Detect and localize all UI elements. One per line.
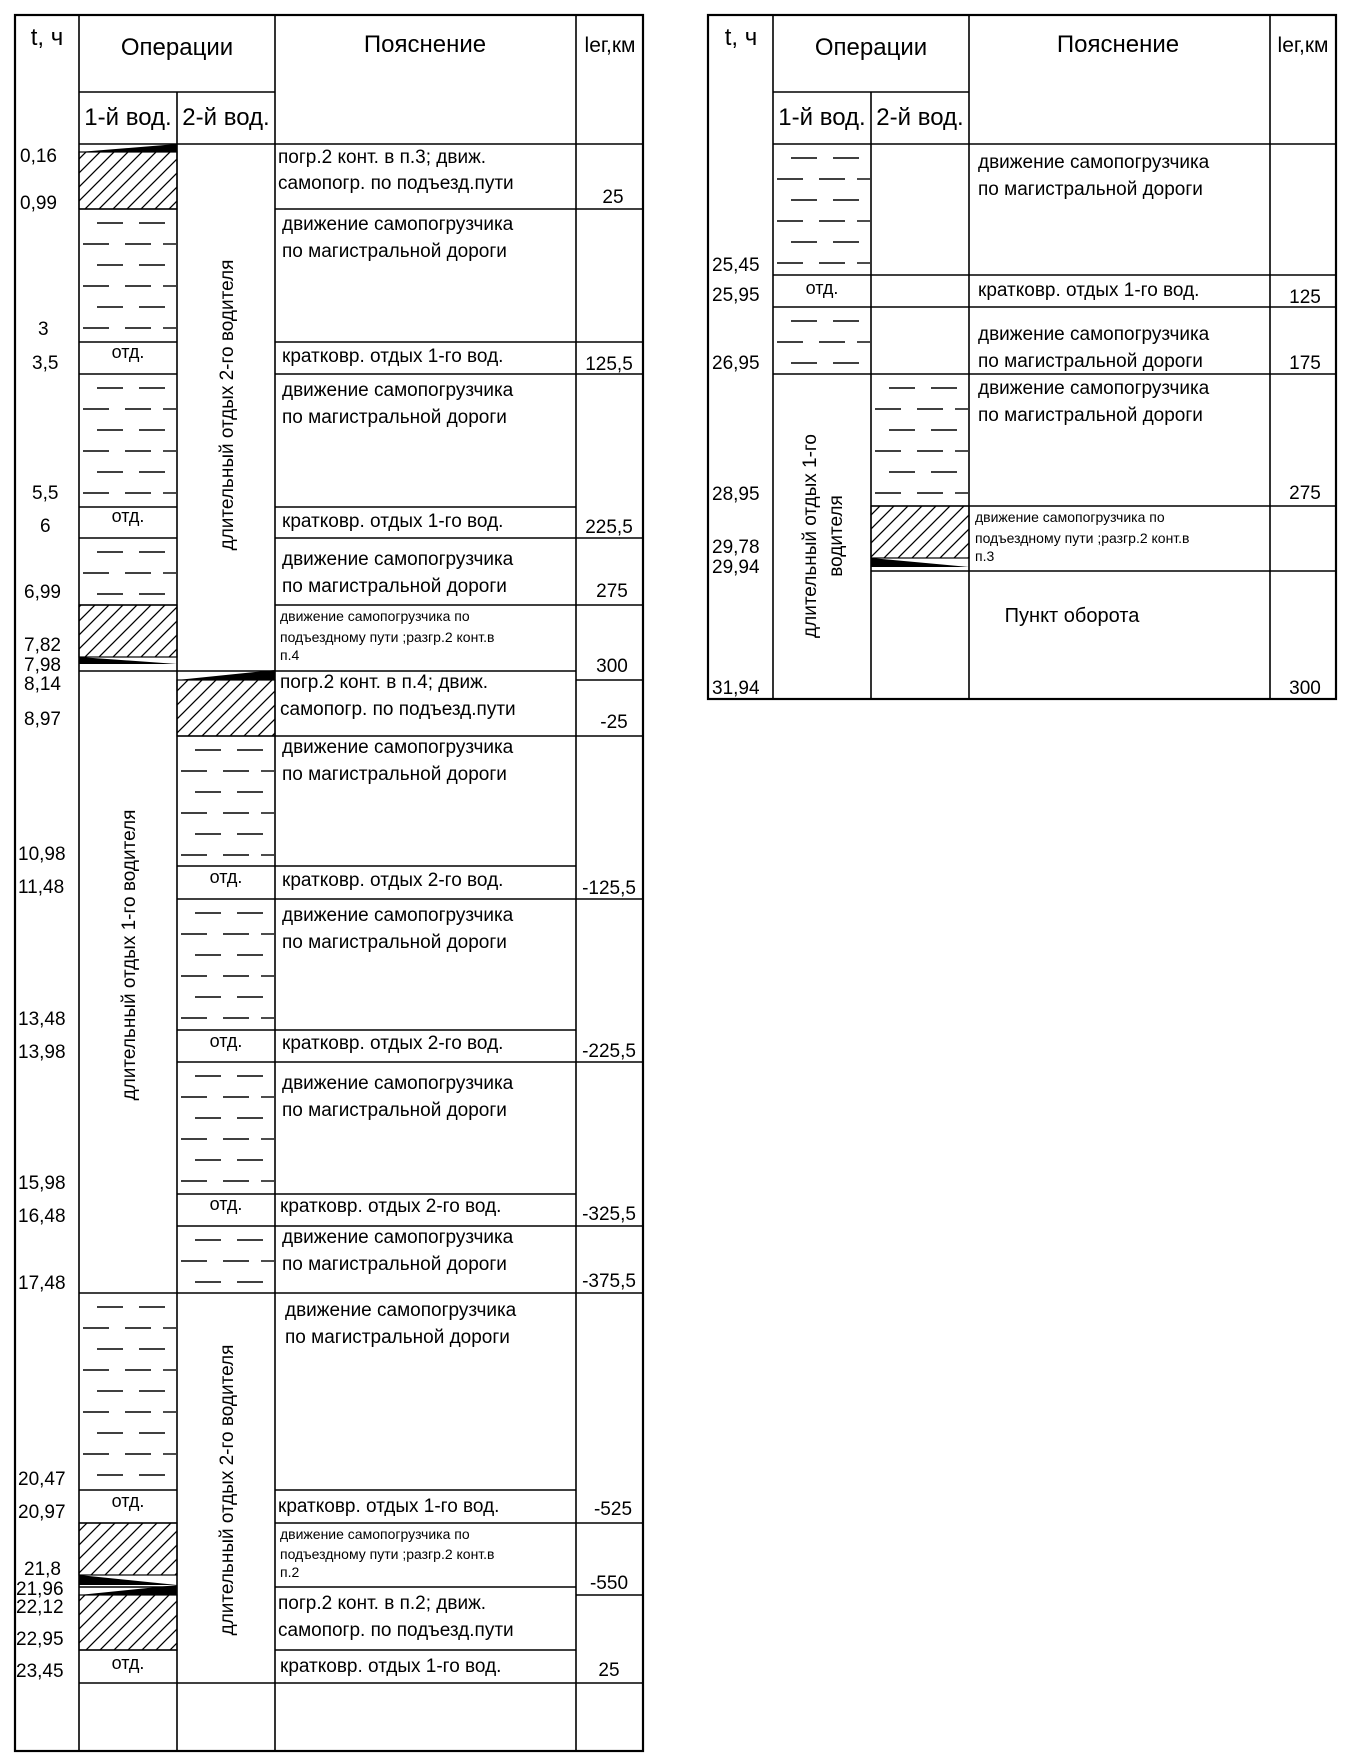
note-line: по магистральной дороги: [282, 407, 507, 428]
rest-label: отд.: [209, 1194, 243, 1214]
time-label: 0,16: [20, 146, 57, 167]
note-line: движение самопогрузчика: [285, 1300, 517, 1321]
long-rest-label: длительный отдых 2-го водителя: [217, 1344, 238, 1636]
distance-value: -525: [593, 1499, 633, 1520]
long-rest-label: длительный отдых 1-го: [800, 434, 821, 638]
driver1-header: 1-й вод.: [84, 104, 172, 131]
long-rest-label: водителя: [826, 495, 847, 577]
driver1-header: 1-й вод.: [778, 104, 866, 131]
distance-value: 175: [1289, 353, 1321, 374]
note-line: подъездному пути ;разгр.2 конт.в: [280, 629, 495, 645]
distance-value: 275: [596, 581, 628, 602]
turnaround-point: Пункт оборота: [1004, 605, 1140, 627]
note-cell: [975, 509, 1190, 564]
note-cell: кратковр. отдых 1-го вод.: [282, 346, 504, 367]
rest-label: отд.: [111, 342, 145, 362]
driver2-header: 2-й вод.: [182, 104, 270, 131]
right-hatched-blocks: [871, 506, 969, 567]
note-line: движение самопогрузчика: [282, 1227, 514, 1248]
note-line: по магистральной дороги: [285, 1327, 510, 1348]
note-cell: [282, 737, 514, 785]
rest-label: отд.: [209, 1031, 243, 1051]
time-label: 29,78: [712, 537, 760, 558]
note-line: движение самопогрузчика: [978, 378, 1210, 399]
note-header: Пояснение: [363, 31, 487, 58]
distance-value: 125,5: [585, 354, 633, 375]
right-distance-column: [1289, 287, 1321, 699]
time-label: 13,98: [18, 1042, 66, 1063]
note-line: подъездному пути ;разгр.2 конт.в: [280, 1546, 495, 1562]
distance-value: -550: [589, 1573, 629, 1594]
note-line: по магистральной дороги: [282, 576, 507, 597]
right-long-rest-label: [800, 434, 847, 638]
time-label: 28,95: [712, 484, 760, 505]
time-label: 21,96: [16, 1579, 64, 1600]
distance-value: 25: [602, 187, 624, 208]
distance-value: -125,5: [582, 878, 636, 899]
time-label: 25,45: [712, 255, 760, 276]
time-label: 20,47: [18, 1469, 66, 1490]
time-label: 25,95: [712, 285, 760, 306]
time-label: 7,98: [24, 655, 61, 676]
note-line: по магистральной дороги: [978, 351, 1203, 372]
note-line: по магистральной дороги: [978, 179, 1203, 200]
note-cell: [978, 324, 1210, 372]
time-label: 16,48: [18, 1206, 66, 1227]
note-cell: кратковр. отдых 1-го вод.: [282, 511, 504, 532]
note-cell: [282, 1227, 514, 1275]
rest-label: отд.: [111, 1491, 145, 1511]
note-cell: кратковр. отдых 1-го вод.: [278, 1496, 500, 1517]
time-label: 6: [40, 516, 51, 537]
note-line: самопогр. по подъезд.пути: [278, 1620, 514, 1641]
rest-label: отд.: [111, 506, 145, 526]
time-label: 6,99: [24, 582, 61, 603]
note-cell: [280, 672, 516, 720]
rest-label: отд.: [209, 867, 243, 887]
time-label: 10,98: [18, 844, 66, 865]
note-header: Пояснение: [1056, 31, 1180, 58]
note-line: п.4: [280, 647, 300, 663]
operations-header: Операции: [814, 34, 928, 61]
note-line: движение самопогрузчика: [978, 152, 1210, 173]
time-label: 17,48: [18, 1273, 66, 1294]
right-notes: [975, 152, 1210, 627]
note-line: по магистральной дороги: [282, 241, 507, 262]
time-label: 29,94: [712, 557, 760, 578]
distance-value: -225,5: [582, 1041, 636, 1062]
left-long-rest-labels: [119, 260, 238, 1636]
distance-header: lег,км: [1277, 34, 1329, 57]
note-line: движение самопогрузчика: [282, 737, 514, 758]
note-line: п.2: [280, 1564, 300, 1580]
time-header: t, ч: [30, 24, 64, 51]
note-cell: кратковр. отдых 1-го вод.: [280, 1656, 502, 1677]
distance-value: 25: [598, 1660, 620, 1681]
note-line: по магистральной дороги: [978, 405, 1203, 426]
note-cell: [282, 549, 514, 597]
note-cell: [282, 380, 514, 428]
note-line: самопогр. по подъезд.пути: [278, 173, 514, 194]
left-distance-column: [582, 187, 636, 1681]
note-cell: [282, 1073, 514, 1121]
note-line: движение самопогрузчика: [978, 324, 1210, 345]
note-cell: [285, 1300, 517, 1348]
note-line: по магистральной дороги: [282, 764, 507, 785]
time-label: 11,48: [18, 877, 65, 898]
note-cell: [978, 378, 1210, 426]
time-label: 22,95: [16, 1629, 64, 1650]
left-notes: [278, 147, 517, 1677]
rest-label: отд.: [111, 1653, 145, 1673]
note-line: движение самопогрузчика по: [280, 1526, 470, 1542]
distance-value: 225,5: [585, 517, 633, 538]
time-label: 13,48: [18, 1009, 66, 1030]
note-line: движение самопогрузчика: [282, 380, 514, 401]
distance-value: 300: [596, 656, 628, 677]
note-line: по магистральной дороги: [282, 932, 507, 953]
distance-value: -25: [600, 712, 628, 733]
distance-value: 300: [1289, 678, 1321, 699]
note-line: погр.2 конт. в п.2; движ.: [278, 1593, 487, 1614]
time-label: 0,99: [20, 193, 57, 214]
rest-label: отд.: [805, 278, 839, 298]
note-line: подъездному пути ;разгр.2 конт.в: [975, 530, 1190, 546]
note-cell: [280, 1526, 495, 1580]
distance-value: -375,5: [582, 1271, 636, 1292]
distance-value: -325,5: [582, 1204, 636, 1225]
note-cell: кратковр. отдых 2-го вод.: [280, 1196, 502, 1217]
distance-value: 275: [1289, 483, 1321, 504]
time-label: 8,97: [24, 709, 61, 730]
time-label: 22,12: [16, 1597, 64, 1618]
note-line: п.3: [975, 548, 995, 564]
long-rest-label: длительный отдых 1-го водителя: [119, 809, 140, 1101]
note-cell: [282, 905, 514, 953]
time-header: t, ч: [724, 24, 758, 51]
time-label: 8,14: [24, 674, 61, 695]
operations-header: Операции: [120, 34, 234, 61]
time-label: 26,95: [712, 353, 760, 374]
note-line: по магистральной дороги: [282, 1254, 507, 1275]
note-cell: кратковр. отдых 1-го вод.: [978, 280, 1200, 301]
note-line: движение самопогрузчика: [282, 1073, 514, 1094]
distance-header: lег,км: [584, 34, 636, 57]
right-time-column: [712, 255, 760, 699]
time-label: 20,97: [18, 1502, 66, 1523]
time-label: 7,82: [24, 635, 61, 656]
distance-value: 125: [1289, 287, 1321, 308]
note-line: движение самопогрузчика: [282, 905, 514, 926]
note-line: движение самопогрузчика: [282, 214, 514, 235]
note-cell: кратковр. отдых 2-го вод.: [282, 870, 504, 891]
note-line: самопогр. по подъезд.пути: [280, 699, 516, 720]
note-line: погр.2 конт. в п.4; движ.: [280, 672, 489, 693]
note-cell: [278, 1593, 514, 1641]
time-label: 3: [38, 319, 49, 340]
time-label: 23,45: [16, 1661, 64, 1682]
note-cell: [978, 152, 1210, 200]
driver2-header: 2-й вод.: [876, 104, 964, 131]
note-cell: [282, 214, 514, 262]
note-cell: кратковр. отдых 2-го вод.: [282, 1033, 504, 1054]
time-label: 15,98: [18, 1173, 66, 1194]
time-label: 5,5: [32, 483, 59, 504]
note-line: движение самопогрузчика по: [280, 608, 470, 624]
left-time-column: [16, 146, 66, 1682]
time-label: 21,8: [24, 1559, 61, 1580]
left-dashed-motion-blocks: [83, 223, 274, 1475]
time-label: 3,5: [32, 353, 59, 374]
note-cell: [280, 608, 495, 663]
note-line: погр.2 конт. в п.3; движ.: [278, 147, 487, 168]
note-line: движение самопогрузчика по: [975, 509, 1165, 525]
note-cell: [278, 147, 514, 194]
time-label: 31,94: [712, 678, 760, 699]
note-line: по магистральной дороги: [282, 1100, 507, 1121]
note-line: движение самопогрузчика: [282, 549, 514, 570]
long-rest-label: длительный отдых 2-го водителя: [217, 259, 238, 551]
